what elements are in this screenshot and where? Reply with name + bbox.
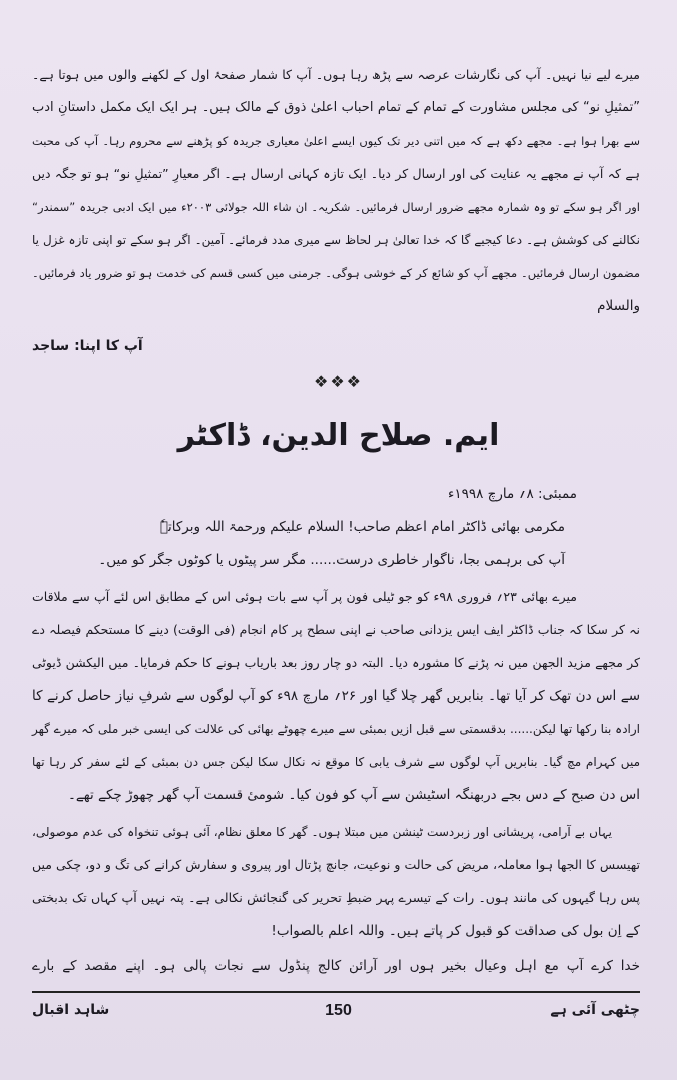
letter-opening: آپ کی برہمی بجا، ناگوار خاطری درست...... مگر سر پیٹوں یا کوٹوں جگر کو میں۔	[98, 552, 565, 568]
text-line: سے بھرا ہوا ہے۔ مجھے دکھ ہے کہ میں اتنی دیر تک کیوں ایسے اعلیٰ معیاری جریدہ کو پڑھنے سے محروم رہا۔ آپ کی محبت	[32, 134, 640, 148]
text-line: یہاں بے آرامی، پریشانی اور زبردست ٹینشن میں مبتلا ہوں۔ گھر کا معلق نظام، آئی ہوئی تنخواہ کی عدم موصولی،	[32, 825, 612, 839]
text-line: تھیسس کا الجھا ہوا معاملہ، مریض کی حالت و نوعیت، جانچ پڑتال اور پیروی و سفارش کرانے کی تگ و دو، چکی میں	[32, 857, 640, 872]
footer-author: شاہد اقبال	[32, 1002, 110, 1018]
text-line: ارادہ بنا رکھا تھا لیکن...... بدقسمتی سے قبل ازیں بمبئی سے میرے چھوٹے بھائی کی علالت کی ایسی خبر ملی کہ میرے گھر	[32, 722, 640, 736]
text-line: میرے لیے نیا نہیں۔ آپ کی نگارشات عرصہ سے پڑھ رہا ہوں۔ آپ کا شمار صفحۂ اول کے لکھنے والوں میں ہوتا ہے۔	[32, 67, 640, 82]
letter-signature: آپ کا اپنا: ساجد	[32, 338, 143, 354]
text-line: مضمون ارسال فرمائیں۔ مجھے آپ کو شائع کر کے خوشی ہوگی۔ جرمنی میں کسی قسم کی خدمت ہو تو ضرور یاد فرمائیں۔	[32, 266, 640, 280]
text-line: کے اِن بول کی صداقت کو قبول کر پاتے ہیں۔ واللہ اعلم بالصواب!	[271, 923, 640, 939]
letter-closing: والسلام	[597, 298, 640, 314]
text-line: خدا کرے آپ مع اہل وعیال بخیر ہوں اور آرائن کالج پنڈول سے نجات پالی ہو۔ اپنے مقصد کے بارے	[32, 958, 640, 974]
page-number: 150	[325, 1002, 352, 1019]
text-line: میرے بھائی ۲۳؍ فروری ۹۸ء کو جو ٹیلی فون پر آپ سے بات ہوئی اس کے مطابق اس لئے آپ سے ملاقات	[32, 589, 577, 604]
footer-book-title: چٹھی آئی ہے	[550, 1002, 640, 1018]
section-title: ایم. صلاح الدین، ڈاکٹر	[177, 418, 500, 453]
text-line: میں کہرام مچ گیا۔ بنابریں آپ لوگوں سے شرف یابی کا موقع نہ نکال سکا لیکن جس دن بمبئی کے لئے سفر کر رہا تھا	[32, 755, 640, 769]
text-line: ”تمثیلِ نو“ کی مجلس مشاورت کے تمام کے تمام احباب اعلیٰ ذوق کے مالک ہیں۔ ہر ایک ایک مکمل داستانِ ادب	[32, 100, 640, 115]
text-line: نکالنے کی کوشش ہے۔ دعا کیجیے گا کہ خدا تعالیٰ ہر لحاظ سے میری مدد فرمائے۔ آمین۔ اگر ہو سکے تو اپنی تازہ غزل یا	[32, 233, 640, 247]
section-separator-ornament: ❖❖❖	[313, 372, 364, 391]
text-line: کر مجھے مزید الجھن میں نہ پڑنے کا مشورہ دیا۔ البتہ دو چار روز بعد باریاب ہونے کا حکم فرمایا۔ میں الیکشن ڈیوٹی	[32, 655, 640, 670]
text-line: سے اس دن تھک کر آیا تھا۔ بنابریں گھر چلا گیا اور ۲۶؍ مارچ ۹۸ء کو آپ لوگوں سے شرفِ نیاز حاصل کرنے کا	[32, 688, 641, 704]
text-line: اور اگر ہو سکے تو وہ شمارہ مجھے ضرور ارسال فرمائیں۔ شکریہ۔ ان شاء اللہ جولائی ۲۰۰۳ء میں ایک ادبی جریدہ ”سمندر“	[32, 200, 640, 214]
text-line: پس رہا گیہوں کی مانند ہوں۔ رات کے تیسرے پہر ضبطِ تحریر کی گنجائش نکالی ہے۔ پتہ نہیں آپ کہاں تک بدبختی	[32, 890, 640, 905]
text-line: نہ کر سکا کہ جناب ڈاکٹر ایف ایس یزدانی صاحب نے اپنی سطح پر کام انجام (فی الوقت) دینے کا مستحکم فیصلہ دے	[32, 622, 640, 637]
footer-rule	[32, 991, 640, 993]
text-line: اس دن صبح کے دس بجے دربھنگہ اسٹیشن سے آپ کو فون کیا۔ شومیٔ قسمت آپ گھر چھوڑ چکے تھے۔	[67, 787, 640, 803]
text-line: ہے کہ آپ نے مجھے یہ عنایت کی اور ارسال کر دیا۔ ایک تازہ کہانی ارسال ہے۔ اگر معیارِ ”تمثیلِ نو“ ہو تو جگہ دیں	[32, 166, 640, 181]
letter-place-date: ممبئی: ۸؍ مارچ ۱۹۹۸ء	[448, 486, 577, 502]
letter-salutation: مکرمی بھائی ڈاکٹر امام اعظم صاحب! السلام علیکم ورحمۃ اللہ وبرکاتہٗ	[159, 519, 565, 535]
